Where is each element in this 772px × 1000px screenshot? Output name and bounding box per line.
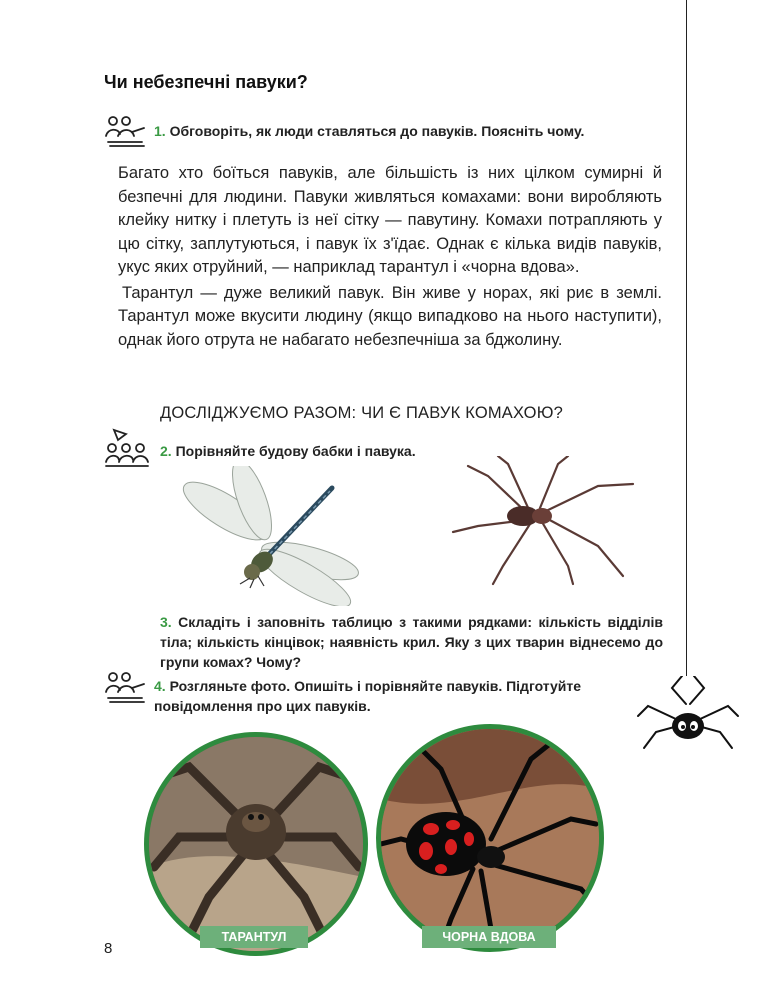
task-1-number: 1. — [154, 123, 166, 139]
section-title: ДОСЛІДЖУЄМО РАЗОМ: ЧИ Є ПАВУК КОМАХОЮ? — [160, 404, 563, 422]
task-4-number: 4. — [154, 678, 166, 694]
tarantula-photo — [144, 732, 368, 956]
task-2 — [160, 441, 416, 461]
task-4 — [154, 676, 666, 716]
task-3-number: 3. — [160, 614, 172, 630]
black-widow-label: ЧОРНА ВДОВА — [422, 926, 556, 948]
task-2-number: 2. — [160, 443, 172, 459]
task-2-text: Порівняйте будову бабки і павука. — [175, 443, 416, 459]
dragonfly-image — [180, 466, 380, 611]
hanging-spider-icon — [636, 676, 740, 761]
task-3 — [160, 612, 663, 672]
intro-text — [118, 162, 662, 352]
task-3-text: Складіть і заповніть таблицю з такими рядками: кількість відділів тіла; кількість кінцівок; наявність крил. Яку з цих тварин віднесемо до групи комах? Чому? — [160, 614, 664, 670]
tarantula-label: ТАРАНТУЛ — [200, 926, 308, 948]
spider-thread — [686, 0, 687, 676]
spider-image — [448, 456, 638, 591]
task-1-text: Обговоріть, як люди ставляться до павуків. Поясніть чому. — [169, 123, 585, 139]
paragraph-1: Багато хто боїться павуків, але більшість із них цілком сумирні й безпечні для людини. Павуки живляться комахами: вони виробляють клейку нитку і плетуть із неї сітку — павутину. Комахи потрапляють у цю сітку, заплутуються, і павук їх з'їдає. Однак є кілька видів павуків, укус яких отруйний, — наприклад тарантул і «чорна вдова». — [118, 164, 662, 276]
research-group-icon — [104, 428, 150, 475]
black-widow-photo — [376, 724, 604, 952]
page-title: Чи небезпечні павуки? — [104, 72, 308, 92]
paragraph-2: Тарантул — дуже великий павук. Він живе у норах, які риє в землі. Тарантул може вкусити людину (якщо випадково на нього наступити), однак його отрута не набагато небезпечніша за бджолину. — [118, 283, 662, 349]
page-number: 8 — [104, 940, 113, 957]
task-1 — [154, 121, 674, 141]
discussion-group-icon — [104, 114, 148, 153]
discussion-group-icon-2 — [104, 670, 148, 709]
task-4-text: Розгляньте фото. Опишіть і порівняйте павуків. Підготуйте повідомлення про цих павуків. — [154, 678, 582, 714]
